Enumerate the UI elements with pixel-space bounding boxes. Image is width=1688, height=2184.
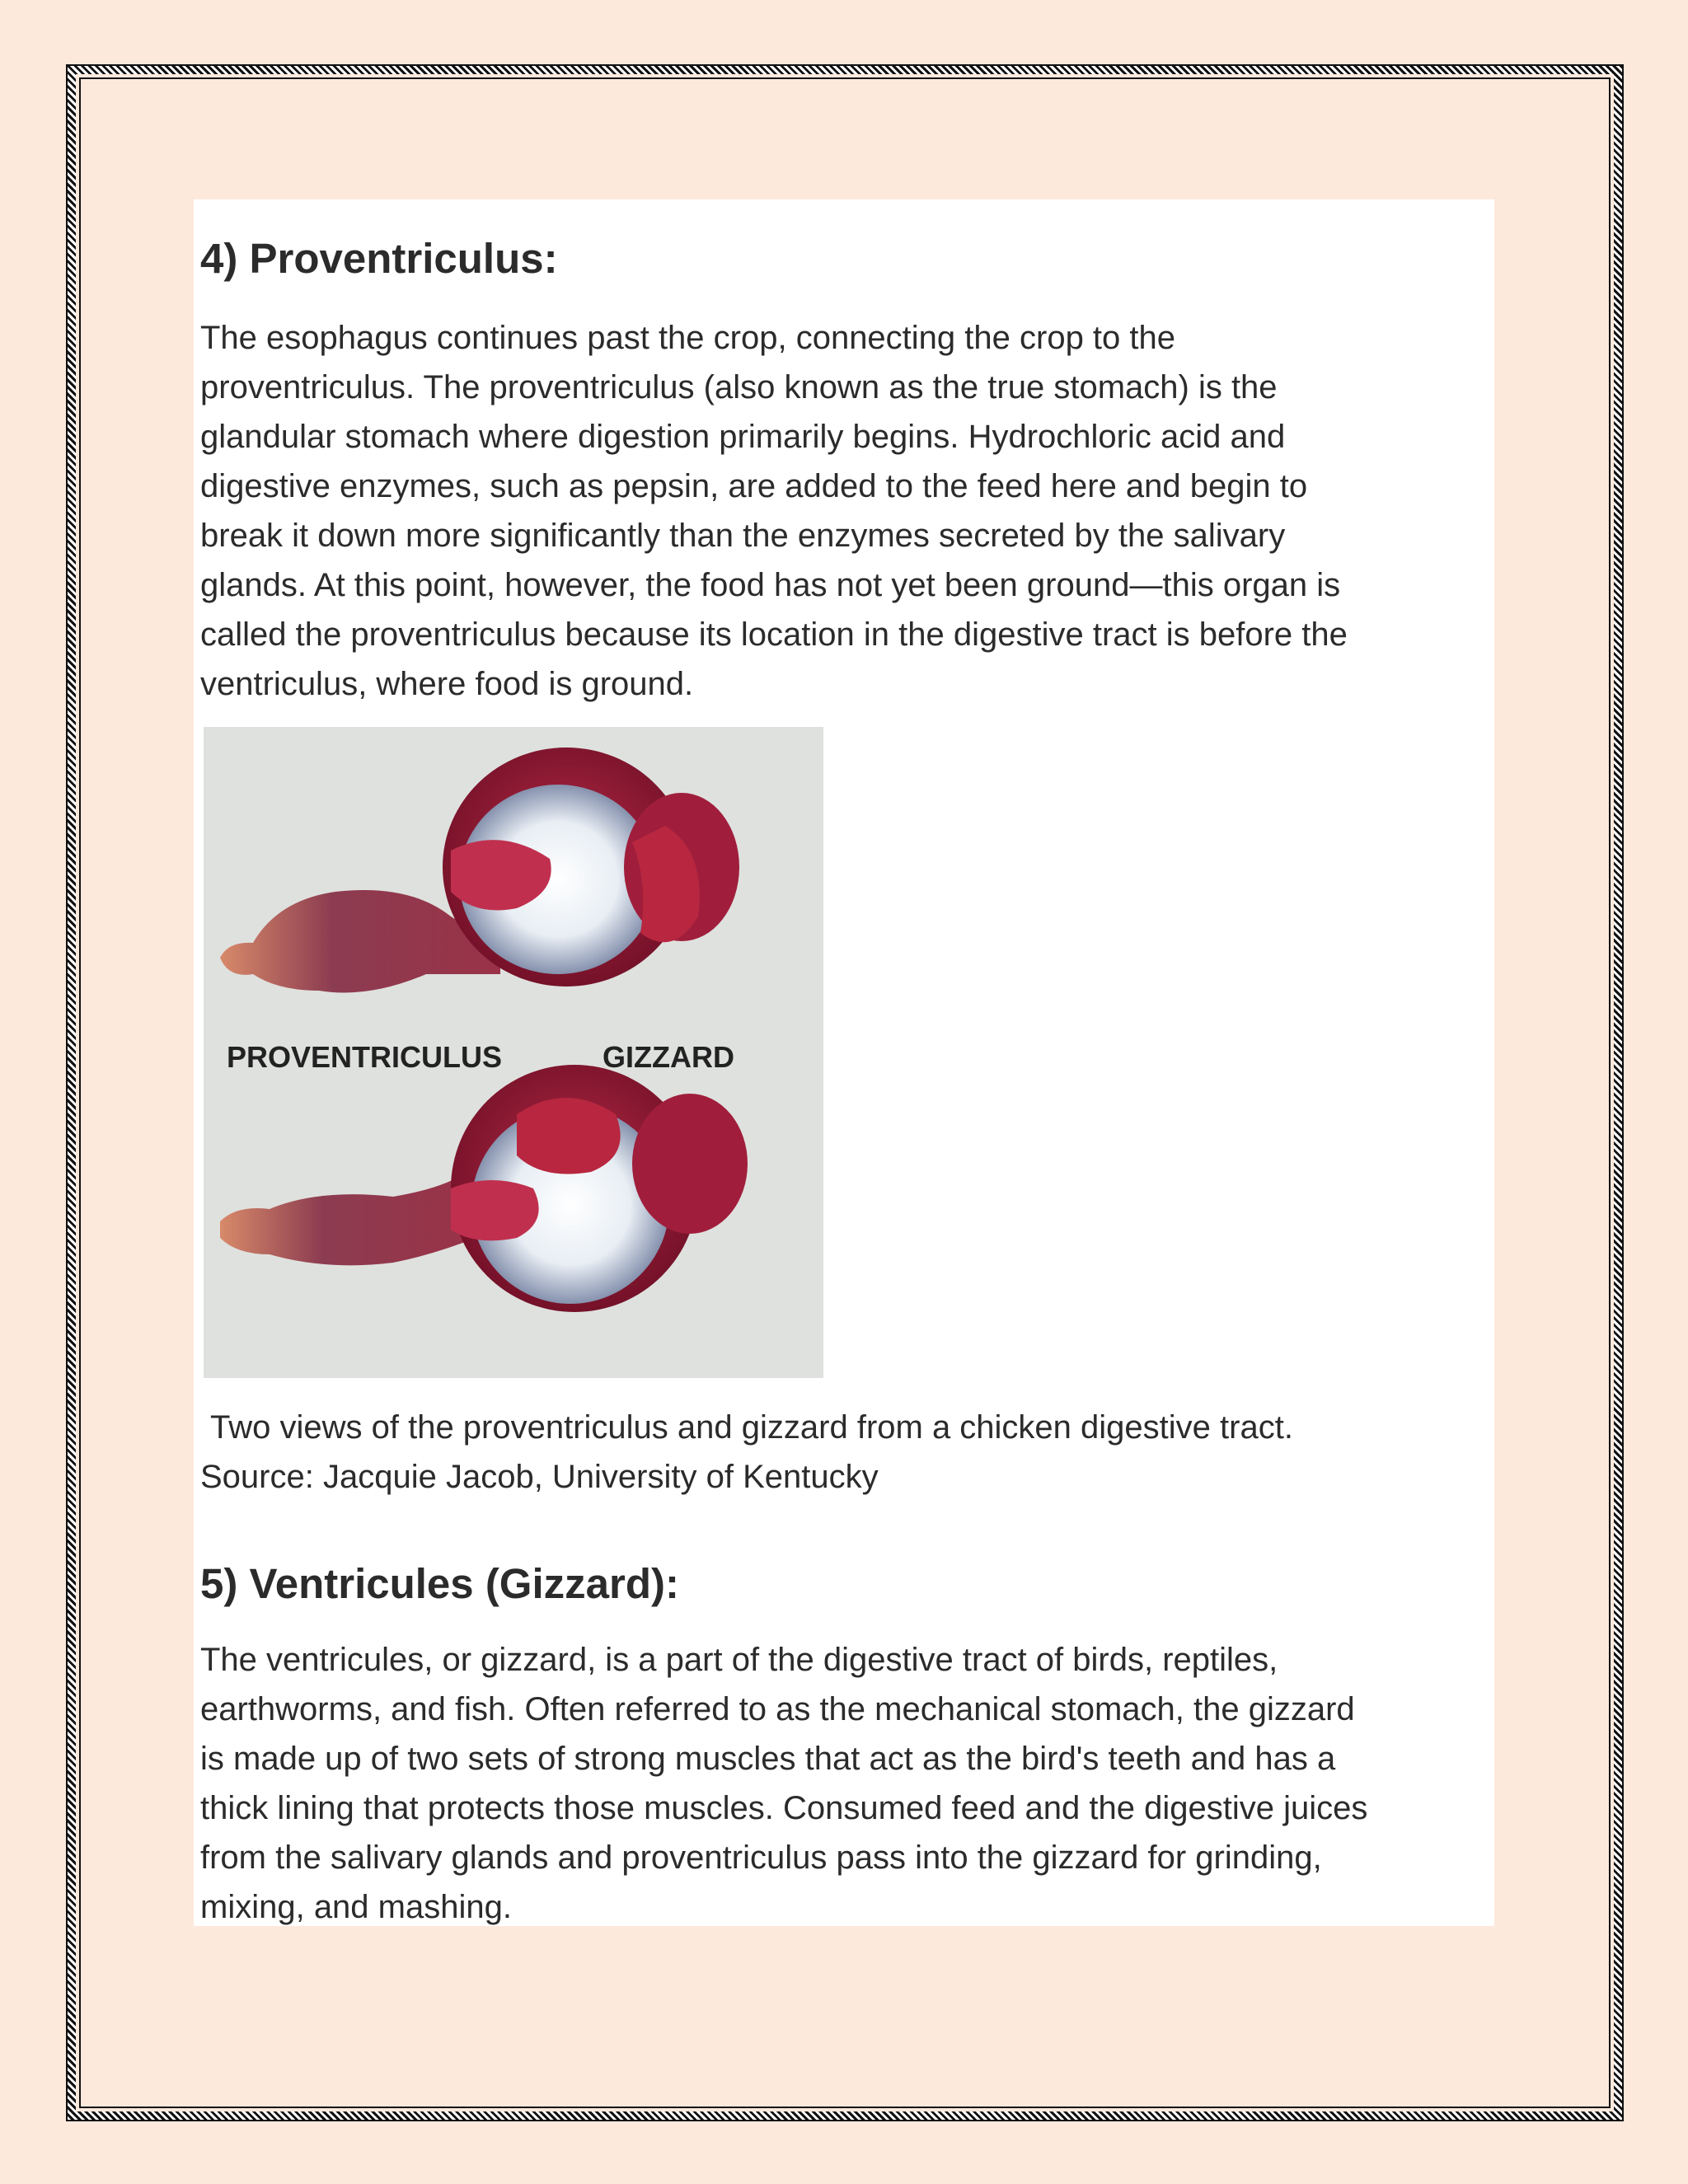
- paragraph-line: The esophagus continues past the crop, connecting the crop to the: [200, 320, 1176, 356]
- caption-line: Two views of the proventriculus and gizzard from a chicken digestive tract.: [210, 1409, 1293, 1446]
- paragraph-line: ventriculus, where food is ground.: [200, 666, 694, 702]
- section-4-paragraph: [200, 313, 1348, 709]
- section-5-heading: 5) Ventricules (Gizzard):: [200, 1560, 679, 1607]
- paragraph-line: mixing, and mashing.: [200, 1889, 512, 1925]
- paragraph-line: break it down more significantly than the enzymes secreted by the salivary: [200, 518, 1286, 554]
- figure-caption: [200, 1403, 1293, 1502]
- proventriculus-label: PROVENTRICULUS: [227, 1040, 503, 1074]
- proventriculus-gizzard-photo: [204, 727, 823, 1378]
- paragraph-line: is made up of two sets of strong muscles that act as the bird's teeth and has a: [200, 1741, 1336, 1777]
- section-4-heading: 4) Proventriculus:: [200, 235, 558, 282]
- document-content: [194, 199, 1494, 1926]
- paragraph-line: digestive enzymes, such as pepsin, are added to the feed here and begin to: [200, 468, 1308, 504]
- gizzard-label: GIZZARD: [603, 1040, 734, 1074]
- paragraph-line: glands. At this point, however, the food has not yet been ground—this organ is: [200, 567, 1341, 603]
- top-organ-view: [220, 748, 739, 993]
- paragraph-line: The ventricules, or gizzard, is a part of the digestive tract of birds, reptiles,: [200, 1642, 1278, 1678]
- paragraph-line: thick lining that protects those muscles. Consumed feed and the digestive juices: [200, 1790, 1368, 1826]
- paragraph-line: earthworms, and fish. Often referred to as the mechanical stomach, the gizzard: [200, 1691, 1355, 1727]
- paragraph-line: from the salivary glands and proventriculus pass into the gizzard for grinding,: [200, 1840, 1322, 1876]
- paragraph-line: glandular stomach where digestion primarily begins. Hydrochloric acid and: [200, 419, 1286, 455]
- section-5-paragraph: [200, 1635, 1367, 1932]
- bottom-organ-view: [220, 1065, 748, 1312]
- paragraph-line: proventriculus. The proventriculus (also known as the true stomach) is the: [200, 369, 1278, 405]
- paragraph-line: called the proventriculus because its location in the digestive tract is before the: [200, 616, 1348, 653]
- caption-source-line: Source: Jacquie Jacob, University of Kentucky: [200, 1459, 879, 1495]
